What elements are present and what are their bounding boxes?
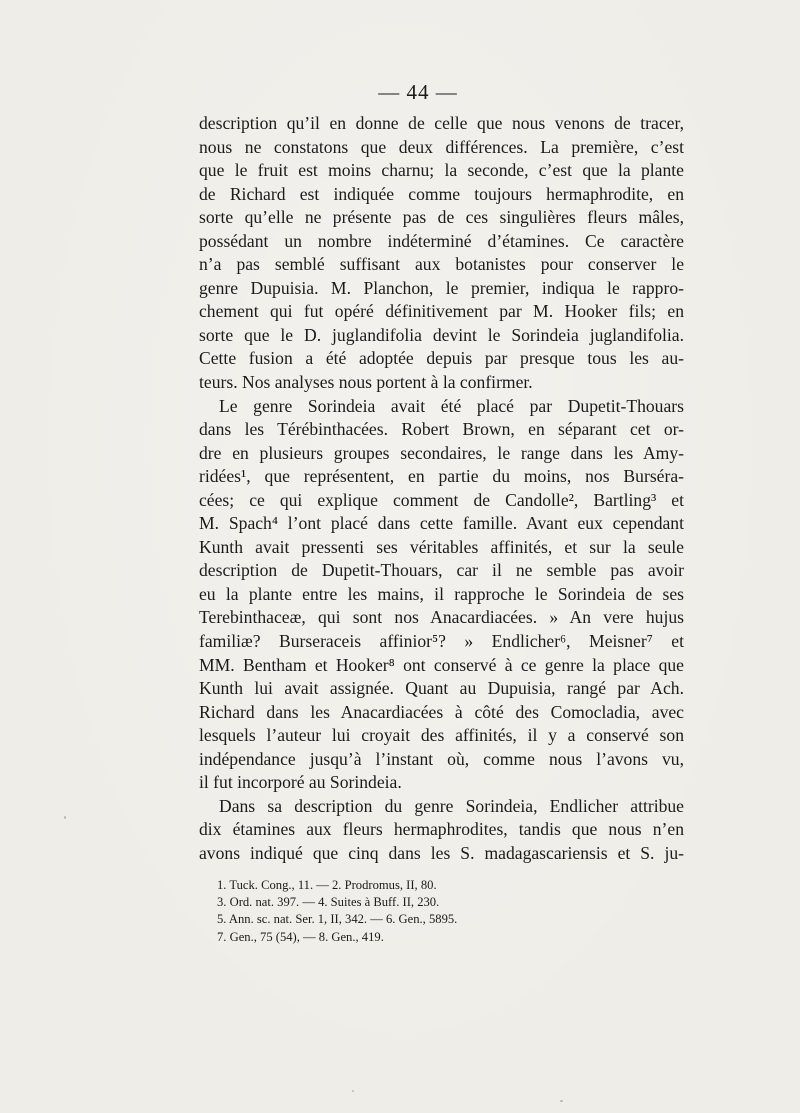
text-line: dre en plusieurs groupes secondaires, le range dans les Amy-: [199, 442, 684, 463]
text-line: cées; ce qui explique comment de Candolle², Bartling³ et: [199, 489, 684, 510]
text-line: Cette fusion a été adoptée depuis par presque tous les au-: [199, 348, 684, 369]
text-line: sorte qu’elle ne présente pas de ces singulières fleurs mâles,: [199, 207, 684, 228]
footnote-line: 5. Ann. sc. nat. Ser. 1, II, 342. — 6. Gen., 5895.: [217, 912, 458, 927]
footnote-line: 7. Gen., 75 (54), — 8. Gen., 419.: [217, 929, 384, 944]
footnote-line: 1. Tuck. Cong., 11. — 2. Prodromus, II, 80.: [217, 878, 437, 892]
text-line: teurs. Nos analyses nous portent à la confirmer.: [199, 372, 533, 393]
text-line: eu la plante entre les mains, il rapproche le Sorindeia de ses: [199, 583, 684, 604]
text-line: description qu’il en donne de celle que nous venons de tracer,: [199, 113, 684, 133]
text-line: dix étamines aux fleurs hermaphrodites, tandis que nous n’en: [199, 819, 684, 840]
text-line: familiæ? Burseraceis affinior⁵? » Endlicher⁶, Meisner⁷ et: [199, 631, 684, 652]
text-line: Dans sa description du genre Sorindeia, Endlicher attribue: [219, 795, 684, 816]
text-line: nous ne constatons que deux différences. La première, c’est: [199, 136, 684, 157]
text-line: lesquels l’auteur lui croyait des affinités, il y a conservé son: [199, 725, 684, 746]
text-line: Kunth lui avait assignée. Quant au Dupuisia, rangé par Ach.: [199, 678, 684, 699]
text-line: n’a pas semblé suffisant aux botanistes pour conserver le: [199, 254, 684, 275]
text-line: description de Dupetit-Thouars, car il ne semble pas avoir: [199, 560, 684, 581]
text-line: M. Spach⁴ l’ont placé dans cette famille. Avant eux cependant: [199, 513, 684, 534]
text-line: que le fruit est moins charnu; la seconde, c’est que la plante: [199, 160, 684, 181]
paper-speck: [64, 816, 66, 819]
text-line: dans les Térébinthacées. Robert Brown, en séparant cet or-: [199, 419, 684, 440]
text-line: indépendance jusqu’à l’instant où, comme nous l’avons vu,: [199, 748, 684, 769]
footnotes: [199, 877, 599, 946]
text-line: possédant un nombre indéterminé d’étamines. Ce caractère: [199, 230, 684, 251]
text-line: il fut incorporé au Sorindeia.: [199, 772, 402, 793]
text-line: Richard dans les Anacardiacées à côté des Comocladia, avec: [199, 701, 684, 722]
text-line: sorte que le D. juglandifolia devint le Sorindeia juglandifolia.: [199, 324, 684, 345]
text-line: Kunth avait pressenti ses véritables affinités, et sur la seule: [199, 536, 684, 557]
text-line: Le genre Sorindeia avait été placé par Dupetit-Thouars: [219, 395, 684, 416]
text-line: MM. Bentham et Hooker⁸ ont conservé à ce genre la place que: [199, 654, 684, 675]
text-line: avons indiqué que cinq dans les S. madagascariensis et S. ju-: [199, 842, 684, 863]
text-line: de Richard est indiquée comme toujours hermaphrodite, en: [199, 183, 684, 204]
paper-speck: [352, 1090, 354, 1092]
body-text: [199, 112, 684, 866]
text-line: Terebinthaceæ, qui sont nos Anacardiacées. » An vere hujus: [199, 607, 684, 628]
footnote-line: 3. Ord. nat. 397. — 4. Suites à Buff. II, 230.: [217, 895, 440, 910]
text-line: ridées¹, que représentent, en partie du moins, nos Burséra-: [199, 466, 684, 487]
text-line: genre Dupuisia. M. Planchon, le premier, indiqua le rappro-: [199, 277, 684, 298]
page-number: — 44 —: [378, 80, 458, 104]
paper-speck: [560, 1100, 563, 1102]
text-line: chement qui fut opéré définitivement par M. Hooker fils; en: [199, 301, 684, 322]
